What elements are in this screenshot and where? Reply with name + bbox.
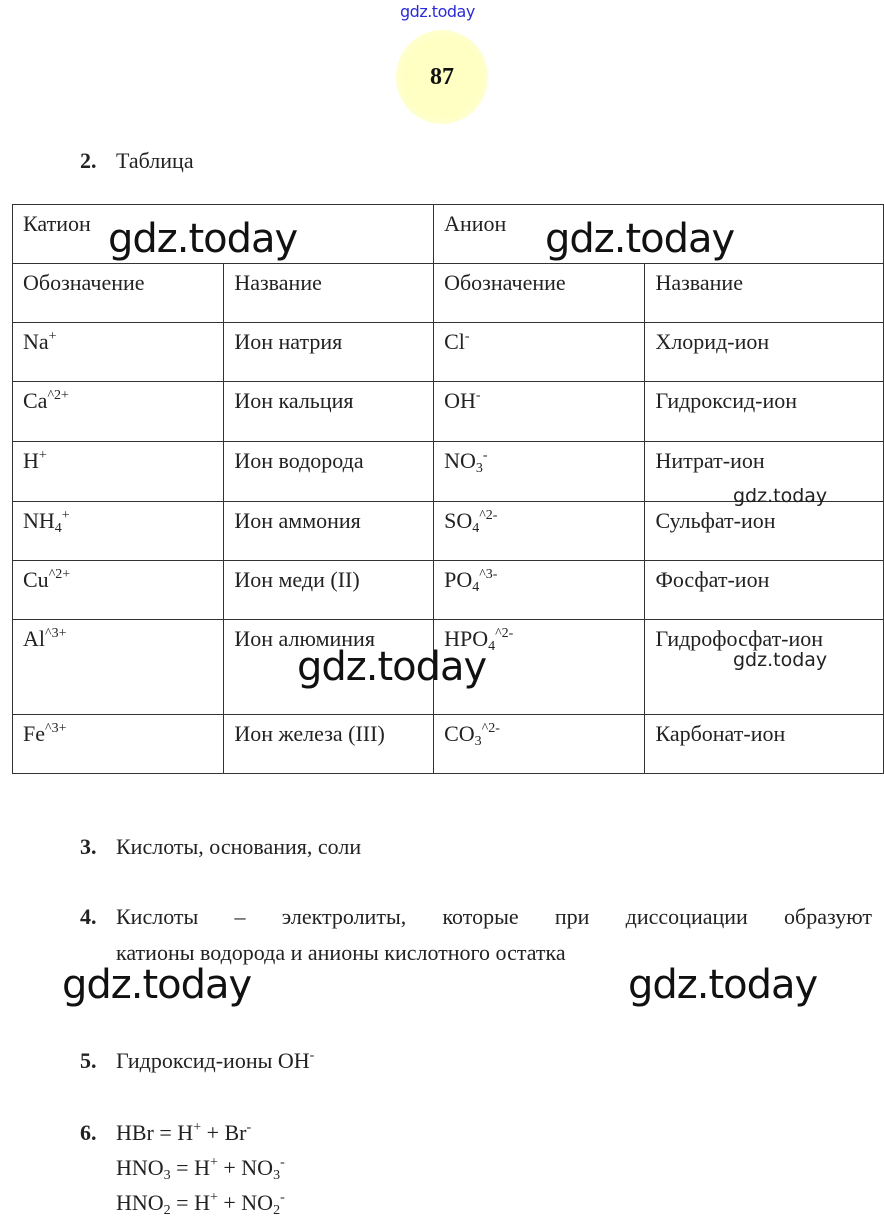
item-4: [80, 904, 116, 930]
table-row: [13, 382, 884, 442]
page-number-badge: [396, 30, 488, 124]
formula-part: +: [209, 1190, 218, 1205]
cation-symbol: [13, 620, 224, 715]
formula-part: +: [38, 448, 47, 463]
cation-name: Ион натрия: [224, 323, 434, 382]
formula-part: +: [61, 508, 70, 523]
item-number: 3.: [80, 834, 97, 859]
cation-name: Ион алюминия: [224, 620, 434, 715]
anion-name: Хлорид-ион: [645, 323, 884, 382]
cation-name: Ион кальция: [224, 382, 434, 442]
formula-part: NH: [23, 508, 55, 533]
cation-symbol: [13, 561, 224, 620]
formula-part: -: [464, 329, 470, 344]
anion-symbol: [434, 382, 645, 442]
item-number: 2.: [80, 148, 97, 173]
item-6: [80, 1120, 116, 1146]
anion-name: Нитрат-ион: [645, 442, 884, 502]
formula-part: +: [209, 1155, 218, 1170]
item-text: Гидроксид-ионы: [116, 1048, 278, 1073]
item-number: 4.: [80, 904, 97, 929]
item-4-line-1: [116, 904, 872, 930]
formula-part: 3: [475, 461, 483, 476]
formula-part: SO: [444, 508, 473, 533]
anion-name: Фосфат-ион: [645, 561, 884, 620]
column-header: Название: [224, 264, 434, 323]
formula-part: -: [280, 1190, 285, 1205]
page-number: 87: [430, 63, 454, 90]
formula-part: Cl: [444, 329, 465, 354]
anion-name: Гидроксид-ион: [645, 382, 884, 442]
table-column-header-row: [13, 264, 884, 323]
formula-part: OH: [444, 388, 476, 413]
formula-part: ^2-: [479, 508, 498, 523]
formula-part: -: [280, 1155, 285, 1170]
item-text: Кислоты – электролиты, которые при диссоциации образуют: [116, 904, 872, 929]
formula-part: ^3-: [479, 567, 498, 582]
formula-part: HNO: [116, 1190, 164, 1215]
item-text: Кислоты, основания, соли: [116, 834, 362, 859]
formula-part: HPO: [444, 626, 489, 651]
watermark: gdz.today: [733, 649, 828, 671]
anion-symbol: [434, 502, 645, 561]
formula-part: H: [23, 448, 39, 473]
formula-part: Cu: [23, 567, 49, 592]
formula-part: Fe: [23, 721, 45, 746]
cation-symbol: [13, 323, 224, 382]
anion-header: Анион: [434, 205, 884, 264]
formula-part: -: [309, 1048, 315, 1063]
formula-part: PO: [444, 567, 473, 592]
formula-part: 3: [474, 734, 482, 749]
anion-symbol: [434, 561, 645, 620]
anion-name: Карбонат-ион: [645, 715, 884, 774]
formula-part: ^2+: [47, 388, 69, 403]
item-2: [80, 148, 194, 174]
formula-part: 2: [163, 1203, 171, 1218]
formula-part: CO: [444, 721, 475, 746]
watermark: gdz.today: [108, 216, 298, 262]
item-text: Таблица: [116, 148, 194, 173]
equation: [116, 1120, 251, 1146]
formula-part: 4: [54, 521, 62, 536]
anion-name: Сульфат-ион: [645, 502, 884, 561]
watermark: gdz.today: [400, 2, 475, 21]
cation-name: Ион железа (III): [224, 715, 434, 774]
table-body: [13, 323, 884, 774]
cation-symbol: [13, 715, 224, 774]
column-header: Обозначение: [13, 264, 224, 323]
table-row: [13, 502, 884, 561]
formula-part: ^3+: [45, 721, 67, 736]
formula-part: Na: [23, 329, 49, 354]
watermark: gdz.today: [545, 216, 735, 262]
formula-part: 4: [472, 521, 480, 536]
watermark: gdz.today: [733, 485, 828, 507]
item-number: 5.: [80, 1048, 97, 1073]
cation-symbol: [13, 502, 224, 561]
cation-symbol: [13, 382, 224, 442]
cation-symbol: [13, 442, 224, 502]
formula-part: HNO: [116, 1155, 164, 1180]
formula-part: Ca: [23, 388, 48, 413]
formula-part: ^3+: [45, 626, 67, 641]
formula-part: + NO: [217, 1155, 274, 1180]
cation-header: Катион: [13, 205, 434, 264]
item-5: [80, 1048, 314, 1074]
anion-symbol: [434, 442, 645, 502]
cation-name: Ион аммония: [224, 502, 434, 561]
watermark: gdz.today: [297, 644, 487, 690]
watermark: gdz.today: [62, 962, 252, 1008]
formula-part: OH: [277, 1048, 310, 1073]
anion-name: Гидрофосфат-​ион: [645, 620, 884, 715]
equation: [116, 1190, 285, 1216]
equation: [116, 1155, 285, 1181]
formula-part: 4: [472, 580, 480, 595]
formula-part: Al: [23, 626, 45, 651]
table-row: [13, 323, 884, 382]
anion-symbol: [434, 323, 645, 382]
formula-part: NO: [444, 448, 476, 473]
formula-part: = H: [170, 1190, 210, 1215]
formula-part: HBr = H: [116, 1120, 194, 1145]
formula-part: 3: [273, 1168, 281, 1183]
formula-part: -: [246, 1120, 252, 1135]
table-row: [13, 715, 884, 774]
watermark: gdz.today: [628, 962, 818, 1008]
formula-part: +: [48, 329, 57, 344]
formula-part: -: [482, 448, 488, 463]
cation-name: Ион водорода: [224, 442, 434, 502]
formula-part: = H: [170, 1155, 210, 1180]
formula-part: + Br: [201, 1120, 247, 1145]
item-number: 6.: [80, 1120, 97, 1145]
formula-part: ^2+: [48, 567, 71, 582]
formula-part: + NO: [217, 1190, 274, 1215]
formula-part: 4: [488, 639, 496, 654]
formula-part: -: [475, 388, 481, 403]
column-header: Обозначение: [434, 264, 645, 323]
item-3: [80, 834, 361, 860]
formula-part: 3: [163, 1168, 171, 1183]
table-row: [13, 561, 884, 620]
anion-symbol: [434, 715, 645, 774]
formula: [278, 1048, 314, 1073]
formula-part: ^2-: [481, 721, 500, 736]
formula-part: +: [193, 1120, 202, 1135]
item-4-line-2: катионы водорода и анионы кислотного остатка: [116, 940, 566, 965]
formula-part: ^2-: [495, 626, 514, 641]
cation-name: Ион меди (II): [224, 561, 434, 620]
column-header: Название: [645, 264, 884, 323]
formula-part: 2: [273, 1203, 281, 1218]
